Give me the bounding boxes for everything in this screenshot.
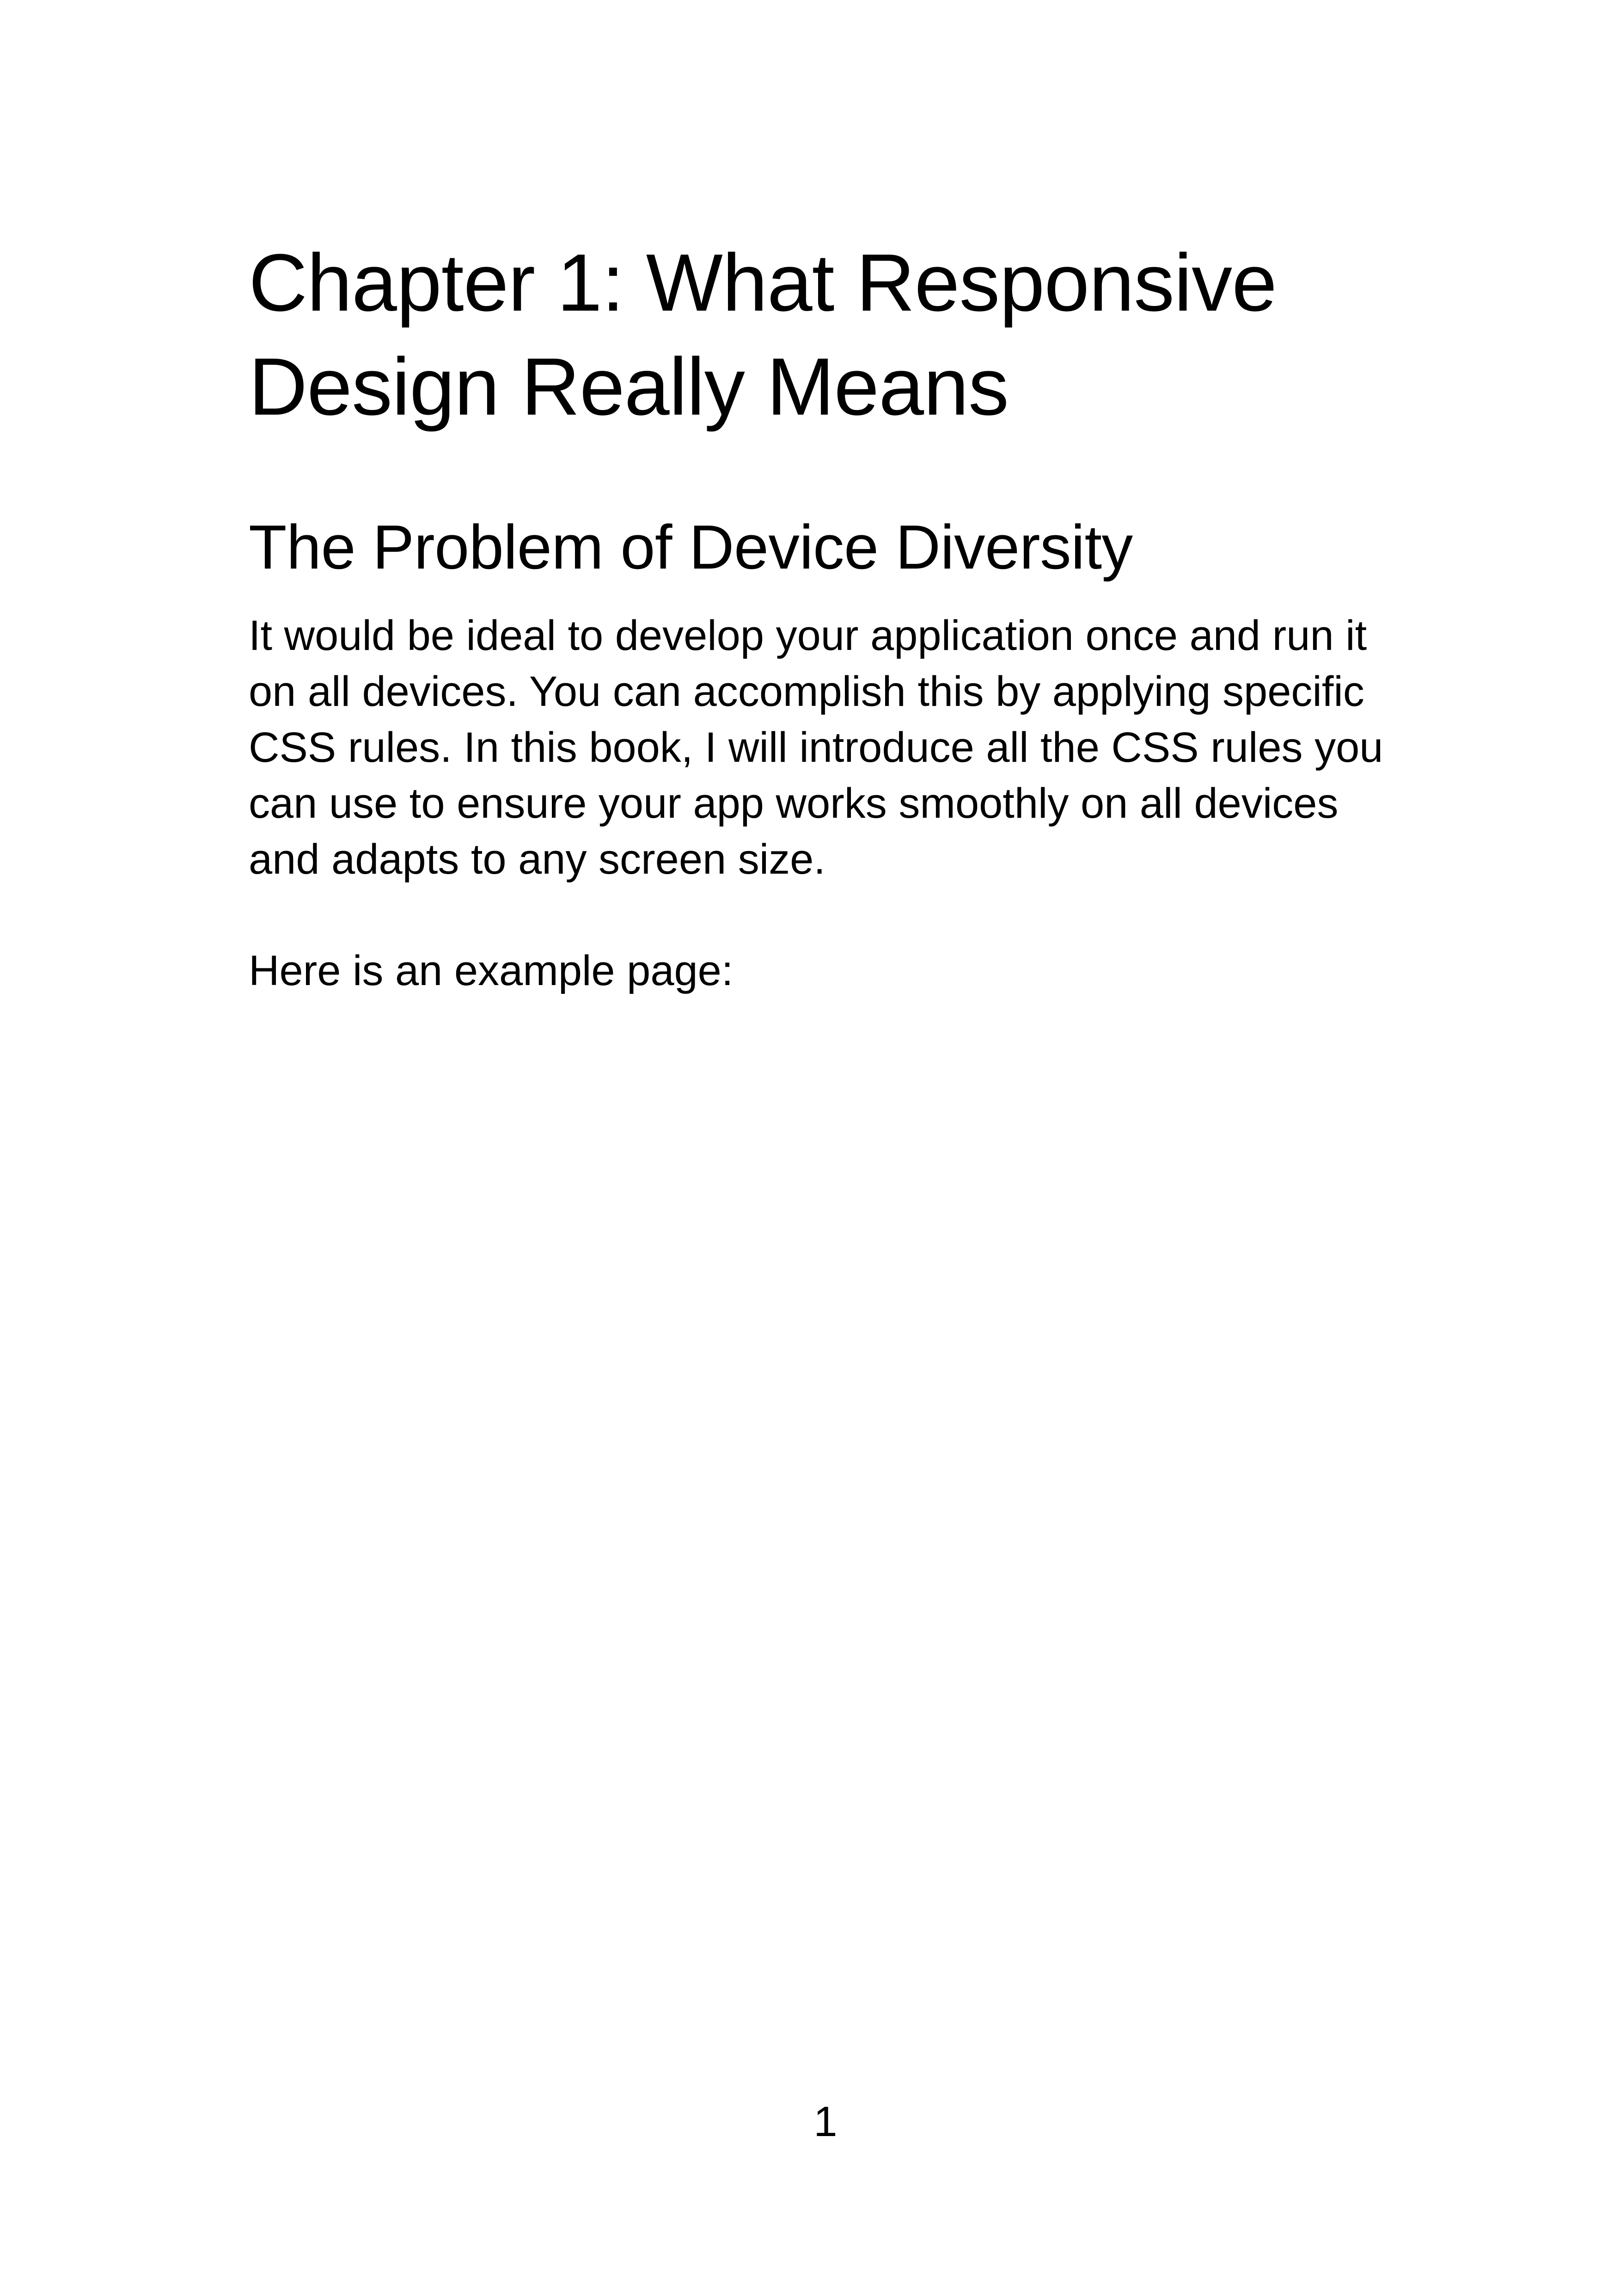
- paragraph-line: and adapts to any screen size.: [249, 836, 825, 883]
- paragraph-line: It would be ideal to develop your application once and run it: [249, 612, 1367, 659]
- page-number: 1: [813, 2098, 838, 2145]
- chapter-title-line-1: Chapter 1: What Responsive: [249, 238, 1277, 328]
- paragraph-line: CSS rules. In this book, I will introduce all the CSS rules you: [249, 724, 1383, 771]
- section-heading: The Problem of Device Diversity: [249, 512, 1133, 582]
- chapter-title: [249, 231, 1404, 439]
- paragraph-line: can use to ensure your app works smoothly on all devices: [249, 780, 1339, 827]
- body-paragraph: [249, 608, 1390, 888]
- example-intro-text: Here is an example page:: [249, 947, 734, 994]
- paragraph-line: on all devices. You can accomplish this by applying specific: [249, 668, 1364, 715]
- chapter-title-line-2: Design Really Means: [249, 342, 1009, 432]
